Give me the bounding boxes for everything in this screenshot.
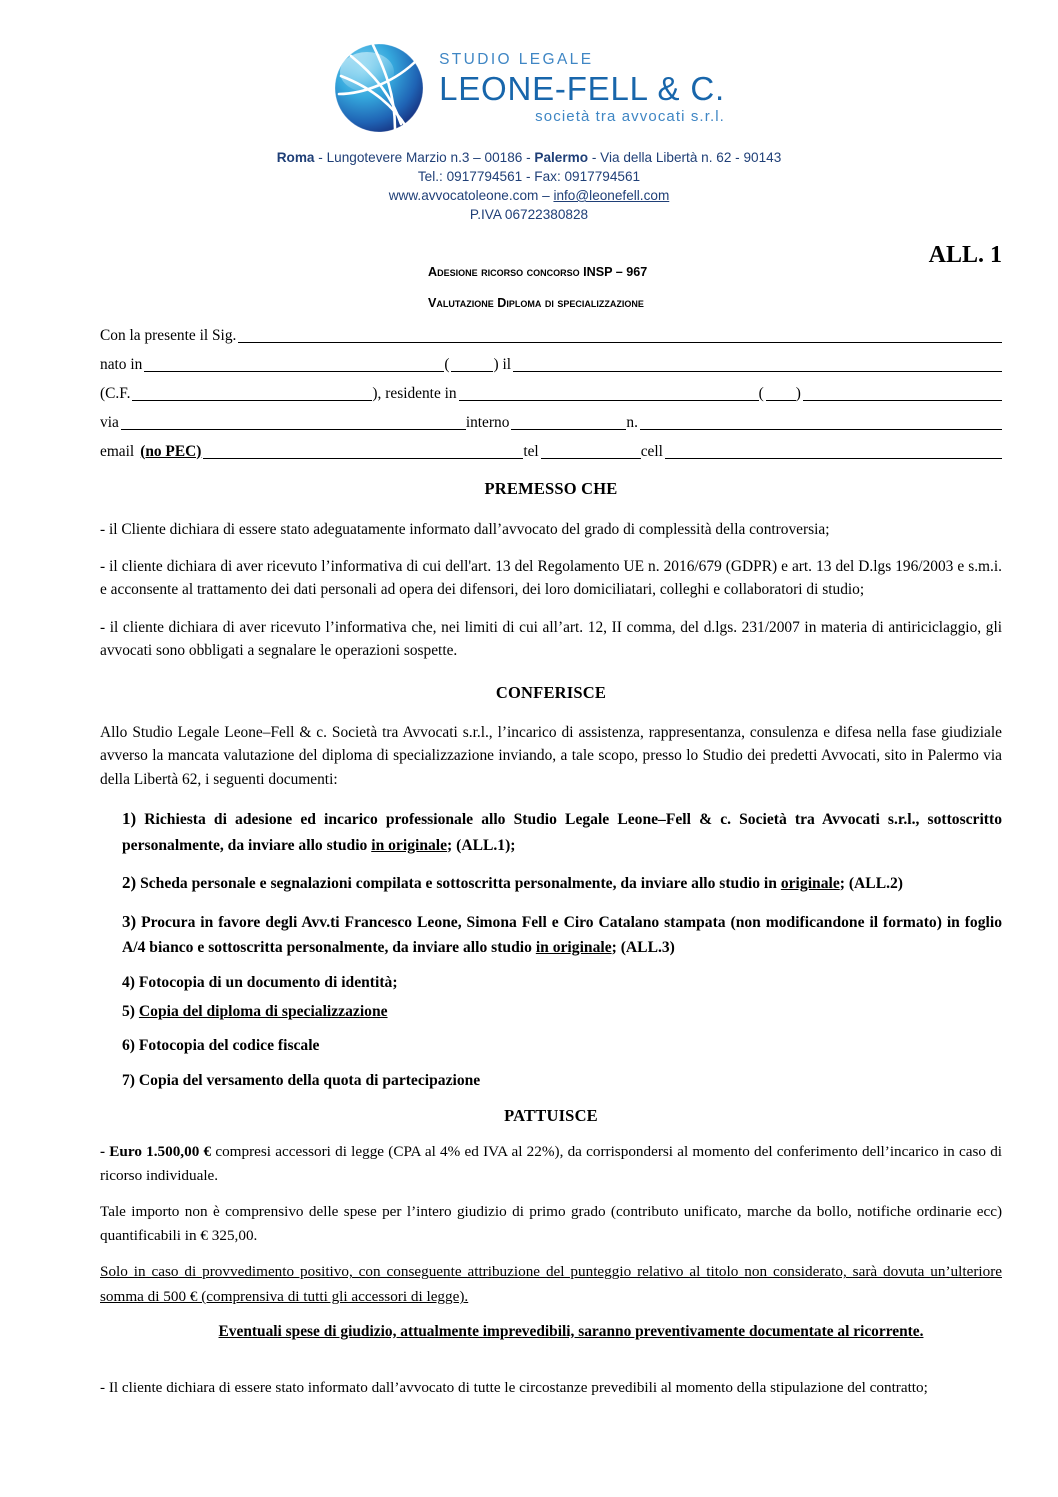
blank-cf[interactable]: [132, 386, 372, 401]
website-text: www.avvocatoleone.com: [388, 188, 539, 203]
separator: –: [538, 188, 554, 203]
fee-description: compresi accessori di legge (CPA al 4% ed IVA al 22%), da corrispondersi al momento del conferimento dell’incarico in caso di ricorso individuale.: [100, 1143, 1003, 1185]
title-block: [0, 242, 1058, 314]
heading-premesso-che: PREMESSO CHE: [484, 479, 618, 498]
logo-firm-name: LEONE-FELL & C.: [439, 69, 725, 107]
blank-name[interactable]: [238, 328, 1002, 343]
conferisce-intro: Allo Studio Legale Leone–Fell & c. Società tra Avvocati s.r.l., l’incarico di assistenza, rappresentanza, consulenza e difesa nella fase giudiziale avverso la mancata valutazione del diploma di specializzazione inviando, a tale scopo, presso lo Studio dei predetti Avvocati, sito in Palermo via della Libertà 62, i seguenti documenti:: [100, 724, 1002, 788]
premesso-paragraph-1: - il Cliente dichiara di essere stato adeguatamente informato dall’avvocato del grado di complessità della controversia;: [100, 520, 830, 538]
label-via: via: [100, 413, 119, 431]
pattuisce-paragraph-4: Eventuali spese di giudizio, attualmente imprevedibili, saranno preventivamente documentate al ricorrente.: [218, 1322, 924, 1340]
item-3-text-b: ; (ALL.3): [611, 939, 675, 957]
form-line-name: [100, 314, 1002, 343]
blank-cell[interactable]: [665, 444, 1002, 459]
item-5-number: 5): [122, 1002, 135, 1020]
item-4-number: 4): [122, 974, 135, 992]
blank-street[interactable]: [121, 415, 466, 430]
letterhead: [0, 0, 1058, 224]
form-line-birth: [100, 343, 1002, 372]
paren-open-province: (: [444, 355, 450, 373]
attachment-label: ALL. 1: [928, 242, 1002, 268]
globe-icon: [333, 42, 425, 134]
item-7-text: Copia del versamento della quota di partecipazione: [135, 1071, 481, 1089]
document-item-6: [100, 1034, 1002, 1057]
city-palermo: Palermo: [534, 150, 589, 165]
item-7-number: 7): [122, 1071, 135, 1089]
item-6-number: 6): [122, 1037, 135, 1055]
pattuisce-paragraph-2: Tale importo non è comprensivo delle spese per l’intero giudizio di primo grado (contributo unificato, marche da bollo, notifiche ordinarie ecc) quantificabili in € 325,00.: [100, 1203, 1002, 1245]
blank-birth-province[interactable]: [451, 357, 493, 372]
firm-logo: [0, 38, 1058, 138]
document-item-2: [100, 869, 1002, 897]
city-rome: Roma: [276, 150, 315, 165]
blank-tel[interactable]: [541, 444, 641, 459]
item-1-text-b: ; (ALL.1);: [447, 836, 516, 854]
fee-amount: - Euro 1.500,00 €: [100, 1143, 212, 1161]
document-item-3: [100, 908, 1002, 961]
label-email: email: [100, 442, 135, 460]
document-item-4: [100, 971, 1002, 994]
blank-email[interactable]: [203, 444, 523, 459]
premesso-paragraph-3: - il cliente dichiara di aver ricevuto l’informativa che, nei limiti di cui all’art. 12, II comma, del d.lgs. 231/2007 in materia di antiriciclaggio, gli avvocati sono obbligati a segnalare le operazioni sospette.: [100, 618, 1002, 660]
address-rome: - Lungotevere Marzio n.3 – 00186 -: [314, 150, 535, 165]
item-1-number: 1): [122, 809, 137, 829]
form-line-contacts: [100, 430, 1002, 459]
document-item-7: [100, 1069, 1002, 1092]
phone-line: Tel.: 0917794561 - Fax: 0917794561: [417, 169, 641, 184]
item-1-underlined: in originale: [371, 836, 448, 854]
document-item-1: [100, 805, 1002, 858]
form-line-address: [100, 401, 1002, 430]
item-3-text-a: Procura in favore degli Avv.ti Francesco Leone, Simona Fell e Ciro Catalano stampata (non modificandone il formato) in foglio A/4 bianco e sottoscritta personalmente, da inviare allo studio: [122, 913, 1002, 957]
logo-subtitle: società tra avvocati s.r.l.: [535, 107, 725, 125]
premesso-paragraph-2: - il cliente dichiara di aver ricevuto l’informativa di cui dell'art. 13 del Regolamento UE n. 2016/679 (GDPR) e art. 13 del D.lgs 196/2003 e s.m.i. e acconsente al trattamento dei dati personali ad opera dei difensori, dei loro domiciliatari, colleghi e collaboratori di studio;: [100, 557, 1002, 599]
label-tel: tel: [523, 442, 539, 460]
subject-line-1: Adesione ricorso concorso INSP – 967: [428, 265, 648, 279]
form-line-cf-residence: [100, 372, 1002, 401]
item-5-underlined: Copia del diploma di specializzazione: [138, 1002, 388, 1020]
label-con-la-presente: Con la presente il Sig.: [100, 326, 237, 344]
document-item-5: [100, 1000, 1002, 1023]
blank-residence-cap[interactable]: [803, 386, 1002, 401]
paren-close-res-province: ): [795, 384, 801, 402]
blank-birthplace[interactable]: [144, 357, 444, 372]
item-3-number: 3): [122, 911, 137, 931]
logo-wordmark: [439, 52, 725, 124]
label-cell: cell: [640, 442, 663, 460]
final-declaration: - Il cliente dichiara di essere stato informato dall’avvocato di tutte le circostanze prevedibili al momento della stipulazione del contratto;: [100, 1378, 928, 1396]
heading-pattuisce: PATTUISCE: [504, 1105, 598, 1125]
address-palermo: - Via della Libertà n. 62 - 90143: [588, 150, 782, 165]
item-3-underlined: in originale: [535, 939, 612, 957]
label-no-pec: (no PEC): [140, 442, 202, 460]
vat-line: P.IVA 06722380828: [469, 207, 589, 222]
label-numero: n.: [626, 413, 638, 431]
logo-studio-text: STUDIO LEGALE: [439, 51, 594, 69]
address-line: [0, 148, 1058, 167]
item-6-text: Fotocopia del codice fiscale: [135, 1037, 320, 1055]
label-interno: interno: [465, 413, 510, 431]
heading-conferisce: CONFERISCE: [495, 682, 607, 702]
blank-residence-city[interactable]: [459, 386, 759, 401]
paren-close-il: ) il: [493, 355, 511, 373]
web-line: [0, 186, 1058, 205]
item-1-text-a: Richiesta di adesione ed incarico professionale allo Studio Legale Leone–Fell & c. Società tra Avvocati s.r.l., sottoscritto personalmente, da inviare allo studio: [122, 811, 1002, 854]
label-nato-in: nato in: [100, 355, 143, 373]
label-residente-in: ), residente in: [372, 384, 457, 402]
label-cf: (C.F.: [100, 384, 131, 402]
email-link[interactable]: info@leonefell.com: [553, 188, 670, 203]
blank-birthdate[interactable]: [513, 357, 1002, 372]
item-2-number: 2): [122, 873, 137, 893]
subject-line-2: Valutazione Diploma di specializzazione: [428, 296, 644, 310]
paren-open-res-province: (: [758, 384, 764, 402]
document-body: [0, 314, 1058, 1400]
pattuisce-paragraph-1: [100, 1140, 1002, 1188]
blank-interno[interactable]: [511, 415, 626, 430]
item-2-underlined: originale: [780, 875, 840, 893]
item-2-text-b: ; (ALL.2): [839, 875, 903, 893]
item-4-text: Fotocopia di un documento di identità;: [135, 974, 398, 992]
pattuisce-paragraph-3: Solo in caso di provvedimento positivo, con conseguente attribuzione del punteggio relativo al titolo non considerato, sarà dovuta un’ulteriore somma di 500 € (comprensiva di tutti gli accessori di legge).: [100, 1263, 1002, 1306]
blank-street-number[interactable]: [640, 415, 1002, 430]
blank-residence-province[interactable]: [766, 386, 796, 401]
item-2-text-a: Scheda personale e segnalazioni compilata e sottoscritta personalmente, da inviare allo studio in: [136, 875, 781, 893]
contact-block: [0, 148, 1058, 224]
